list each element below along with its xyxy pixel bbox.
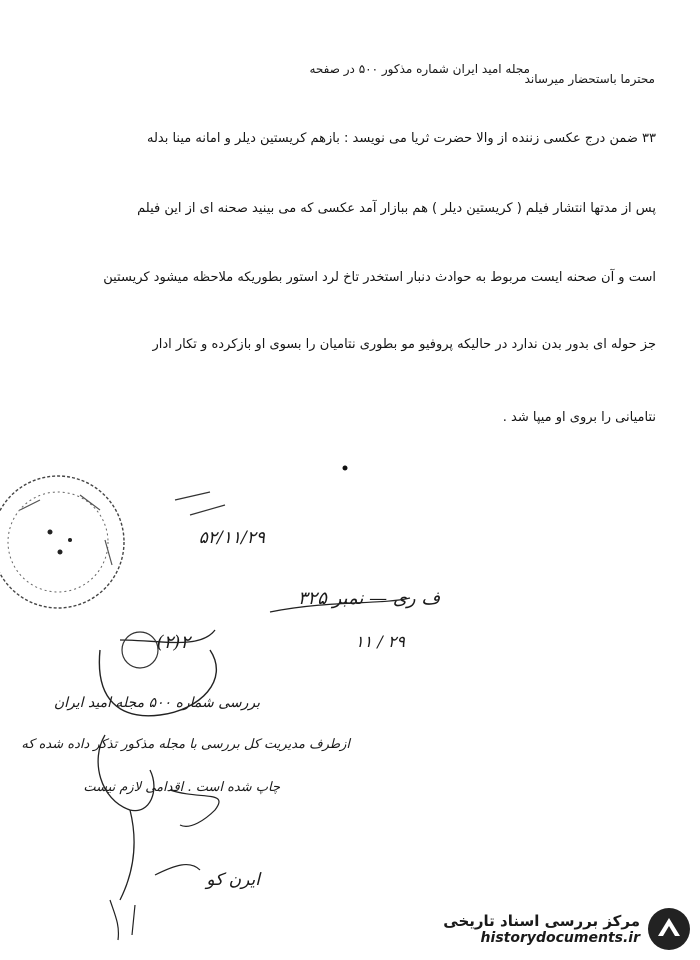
- watermark-name: مرکز بررسی اسناد تاریخی: [443, 912, 640, 930]
- margin-note: ایرن کو: [206, 870, 260, 890]
- typed-line-6: جز حوله ای بدور بدن ندارد در حالیکه پروفیو مو بطوری نتامیان را بسوی او بازکرده و تکار ادار: [152, 337, 656, 352]
- archive-watermark: [443, 906, 692, 952]
- archive-logo-icon: [646, 906, 692, 952]
- typed-line-5: است و آن صحنه ایست مربوط به حوادث دنبار استخدر تاخ لرد استور بطوریکه ملاحظه میشود کریستین: [103, 270, 656, 285]
- circled-mark: ۲(۲): [156, 632, 190, 653]
- stamp-date: ۵۲/۱۱/۲۹: [198, 528, 265, 548]
- typed-line-7: نتامیانی را بروی او میپا شد .: [502, 410, 656, 425]
- typed-line-magazine: مجله امید ایران شماره مذکور ۵۰۰ در صفحه: [309, 62, 530, 76]
- reference-code: ف ری — نمبر ۳۲۵: [297, 588, 440, 609]
- office-stamp-icon: [0, 470, 150, 610]
- handwritten-note-line-2: ازطرف مدیریت کل بررسی با مجله مذکور تذکر داده شده که: [21, 737, 350, 752]
- typed-line-salutation: محترما باستحضار میرساند: [524, 72, 655, 86]
- watermark-url: historydocuments.ir: [480, 930, 640, 946]
- handwritten-note-line-3: چاپ شده است . اقدامی لازم نیست: [83, 780, 280, 795]
- handwritten-note-line-1: بررسی شماره ۵۰۰ مجله امید ایران: [53, 695, 260, 711]
- typed-line-4: پس از مدتها انتشار فیلم ( کریستین دیلر ) هم ببازار آمد عکسی که می بینید صحنه ای از این فیلم: [137, 201, 656, 216]
- typed-line-3: ۳۳ ضمن درج عکسی زننده از والا حضرت ثریا می نویسد : بازهم کریستین دیلر و امانه مینا بدله: [146, 131, 656, 146]
- reference-date: ۲۹ / ۱۱: [355, 632, 405, 651]
